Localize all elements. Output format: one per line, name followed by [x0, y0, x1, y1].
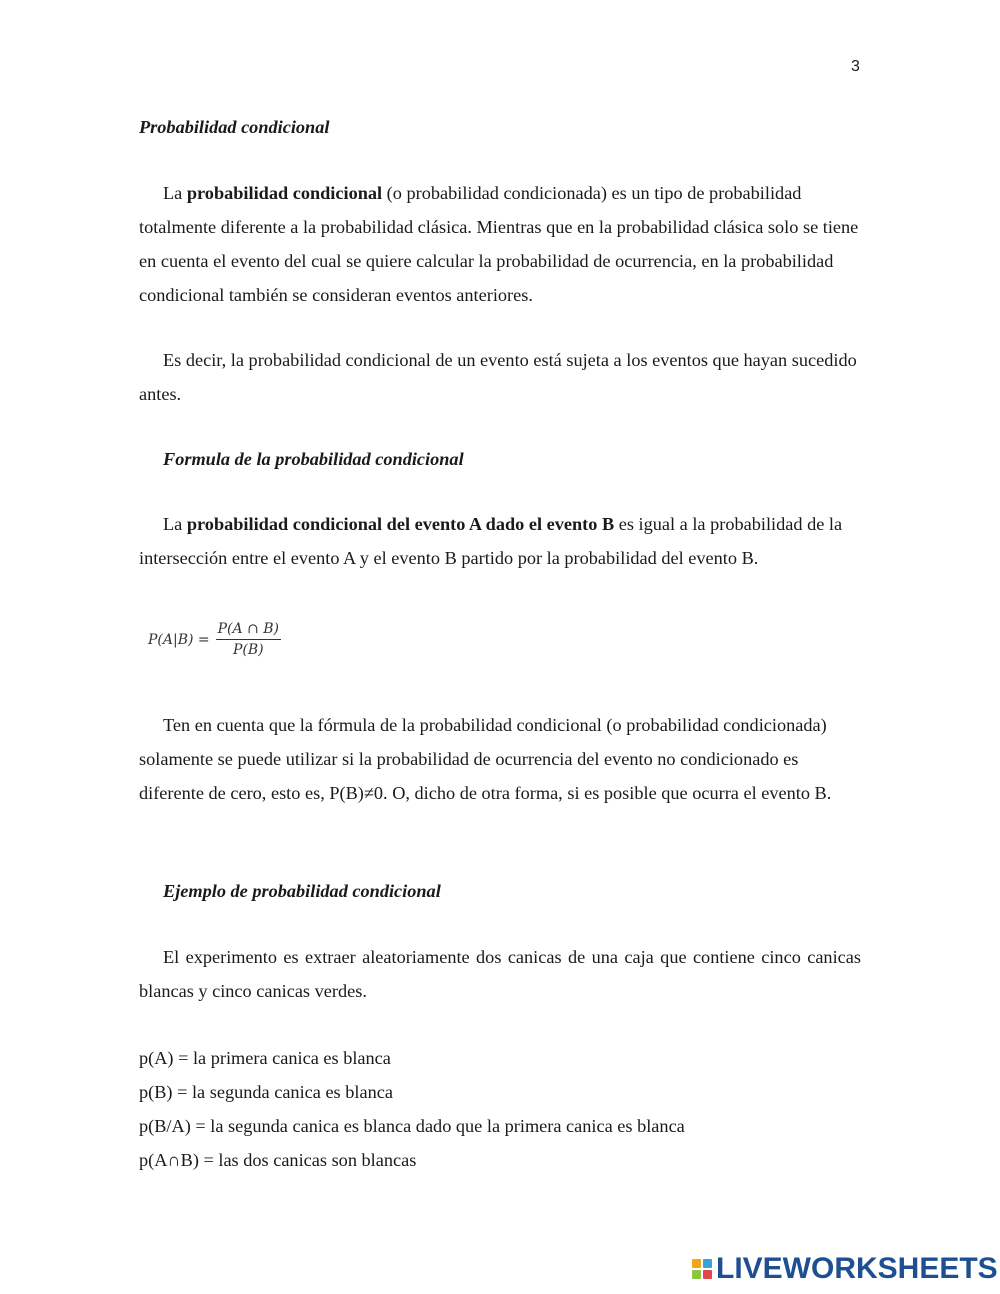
example-heading: Ejemplo de probabilidad condicional — [163, 881, 441, 901]
example-text: El experimento es extraer aleatoriamente dos canicas de una caja que contiene cinco canicas blancas y cinco canicas verdes. — [139, 947, 861, 1001]
formula-rest: es igual a la probabilidad de la intersección entre el evento A y el evento B partido por la probabilidad del evento B. — [139, 514, 843, 568]
formula-denominator: P(B) — [233, 642, 264, 658]
formula-numerator: P(A ∩ B) — [216, 620, 281, 640]
definition-line: p(B) = la segunda canica es blanca — [139, 1082, 393, 1102]
event-definitions — [139, 1041, 685, 1177]
clarification-text: Es decir, la probabilidad condicional de un evento está sujeta a los eventos que hayan sucedido antes. — [139, 350, 857, 404]
logo-square — [703, 1259, 712, 1268]
formula-heading: Formula de la probabilidad condicional — [163, 449, 464, 469]
intro-lead: La — [163, 183, 187, 203]
logo-square — [692, 1259, 701, 1268]
logo-square — [692, 1270, 701, 1279]
intro-paragraph — [139, 176, 861, 312]
example-paragraph — [139, 940, 861, 1008]
logo-mark-icon — [692, 1259, 712, 1279]
formula-explanation-paragraph — [139, 507, 861, 575]
intro-bold-term: probabilidad condicional — [186, 183, 383, 203]
note-paragraph — [139, 708, 861, 810]
formula-fraction — [216, 620, 281, 659]
definition-line: p(A) = la primera canica es blanca — [139, 1048, 391, 1068]
logo-square — [703, 1270, 712, 1279]
formula-lead: La — [163, 514, 187, 534]
clarification-paragraph — [139, 343, 861, 411]
logo-text: LIVEWORKSHEETS — [716, 1252, 998, 1285]
intro-rest: (o probabilidad condicionada) es un tipo de probabilidad totalmente diferente a la probabilidad clásica. Mientras que en la probabilidad clásica solo se tiene en cuenta el evento del cual se quiere calcular la probabilidad de ocurrencia, en la probabilidad condicional también se consideran eventos anteriores. — [139, 183, 859, 305]
note-text: Ten en cuenta que la fórmula de la probabilidad condicional (o probabilidad condicionada) solamente se puede utilizar si la probabilidad de ocurrencia del evento no condicionado es diferente de cero, esto es, P(B)≠0. O, dicho de otra forma, si es posible que ocurra el evento B. — [139, 715, 832, 803]
formula-bold-term: probabilidad condicional del evento A dado el evento B — [186, 514, 615, 534]
section-heading: Probabilidad condicional — [139, 117, 330, 137]
definition-line: p(B/A) = la segunda canica es blanca dado que la primera canica es blanca — [139, 1116, 685, 1136]
formula-lhs: P(A|B) = — [148, 631, 210, 648]
conditional-probability-formula — [148, 620, 281, 659]
definition-line: p(A∩B) = las dos canicas son blancas — [139, 1150, 417, 1170]
page-number: 3 — [851, 58, 860, 75]
liveworksheets-logo — [692, 1254, 998, 1284]
